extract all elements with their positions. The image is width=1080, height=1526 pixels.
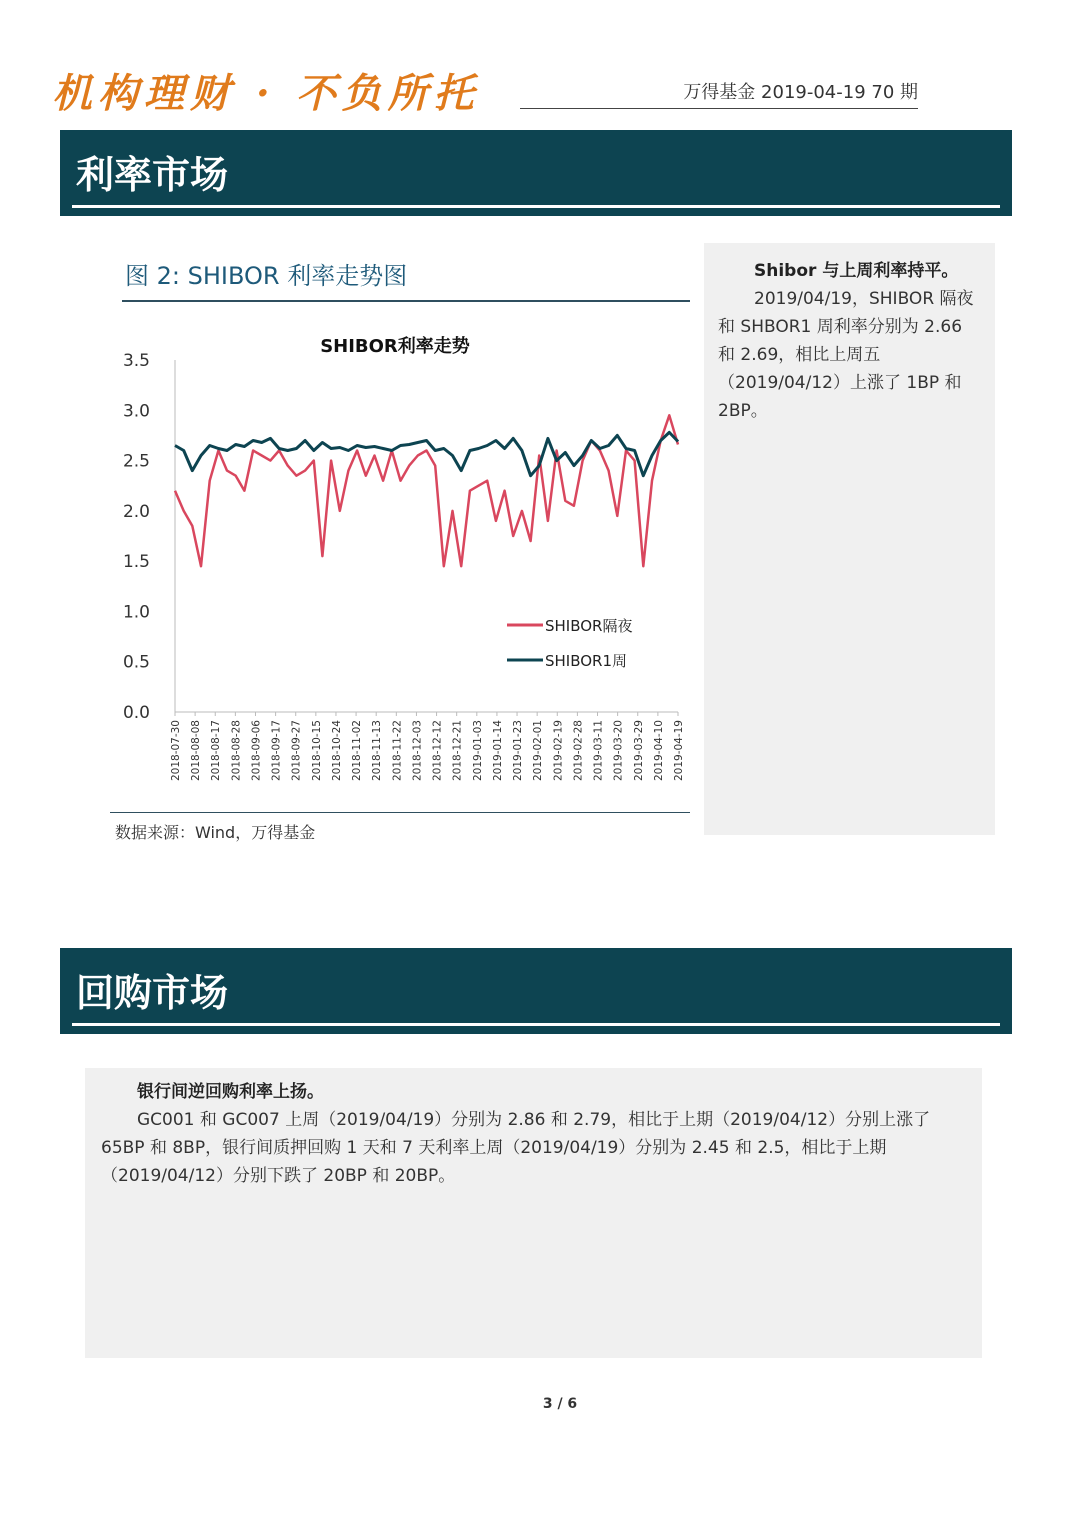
x-tick-label: 2018-11-02	[351, 720, 364, 782]
x-tick-label: 2019-04-10	[652, 720, 665, 782]
x-tick-label: 2019-04-19	[673, 720, 685, 782]
x-tick-label: 2018-10-24	[330, 720, 343, 782]
y-tick-label: 2.5	[122, 451, 150, 472]
y-tick-label: 0.5	[122, 652, 150, 673]
figure-source: 数据来源：Wind，万得基金	[115, 823, 316, 842]
x-tick-label: 2018-10-15	[310, 720, 323, 782]
x-tick-label: 2018-08-28	[230, 720, 243, 782]
section-banner-rate-market	[60, 130, 1012, 216]
y-tick-label: 3.5	[122, 351, 150, 371]
legend-label: SHIBOR1周	[545, 652, 628, 670]
x-tick-label: 2019-01-03	[471, 720, 484, 782]
x-tick-label: 2018-09-06	[250, 720, 263, 782]
x-tick-label: 2019-01-23	[512, 720, 525, 782]
series-line-overnight	[175, 415, 678, 566]
figure-bottom-rule	[110, 812, 690, 813]
x-tick-label: 2018-12-03	[411, 720, 424, 782]
x-tick-label: 2019-02-01	[532, 720, 545, 782]
y-tick-label: 3.0	[122, 401, 150, 422]
figure-caption: 图 2: SHIBOR 利率走势图	[125, 262, 408, 290]
x-tick-label: 2019-01-14	[491, 720, 504, 782]
y-tick-label: 0.0	[122, 703, 150, 723]
x-axis	[170, 712, 685, 781]
chart-title: SHIBOR利率走势	[320, 336, 470, 357]
repo-body: GC001 和 GC007 上周（2019/04/19）分别为 2.86 和 2.79，相比于上期（2019/04/12）分别上涨了 65BP 和 8BP，银行间质押回购 1 天和 7 天利率上周（2019/04/19）分别为 2.45 和 2.5，相比于上期（2019/04/12）分别下跌了 20BP 和 20BP。	[101, 1110, 931, 1186]
x-tick-label: 2018-11-13	[371, 720, 384, 782]
chart-legend	[507, 617, 632, 670]
y-tick-label: 2.0	[122, 501, 150, 522]
section-title: 回购市场	[76, 971, 229, 1015]
x-tick-label: 2019-03-20	[612, 720, 625, 782]
x-tick-label: 2018-08-17	[210, 720, 223, 782]
x-tick-label: 2018-08-08	[190, 720, 203, 782]
x-tick-label: 2019-03-11	[592, 720, 605, 782]
section-title: 利率市场	[76, 153, 229, 197]
x-tick-label: 2018-07-30	[170, 720, 182, 782]
header-issue-info: 万得基金 2019-04-19 70 期	[520, 78, 918, 109]
commentary-body: 2019/04/19，SHIBOR 隔夜和 SHBOR1 周利率分别为 2.66 和 2.69，相比上周五（2019/04/12）上涨了 1BP 和 2BP。	[718, 289, 974, 421]
shibor-commentary	[704, 243, 995, 835]
banner-rule	[72, 205, 1000, 208]
x-tick-label: 2018-12-12	[431, 720, 444, 782]
y-tick-label: 1.5	[122, 552, 150, 573]
repo-commentary	[85, 1068, 982, 1358]
repo-heading: 银行间逆回购利率上扬。	[137, 1082, 324, 1102]
y-tick-label: 1.0	[122, 602, 150, 623]
y-axis	[123, 351, 175, 723]
x-tick-label: 2018-09-27	[290, 720, 303, 782]
banner-rule	[72, 1023, 1000, 1026]
section-banner-repo-market	[60, 948, 1012, 1034]
x-tick-label: 2018-12-21	[451, 720, 464, 782]
legend-label: SHIBOR隔夜	[545, 617, 633, 635]
shibor-line-chart	[110, 320, 700, 810]
page-number: 3 / 6	[542, 1396, 578, 1412]
x-tick-label: 2019-02-19	[552, 720, 565, 782]
header-slogan: 机构理财 · 不负所托	[52, 70, 480, 117]
x-tick-label: 2019-02-28	[572, 720, 585, 782]
commentary-heading: Shibor 与上周利率持平。	[754, 261, 959, 281]
caption-rule	[122, 300, 690, 302]
x-tick-label: 2018-09-17	[270, 720, 283, 782]
x-tick-label: 2019-03-29	[632, 720, 645, 782]
series-lines	[175, 415, 678, 566]
x-tick-label: 2018-11-22	[391, 720, 404, 782]
